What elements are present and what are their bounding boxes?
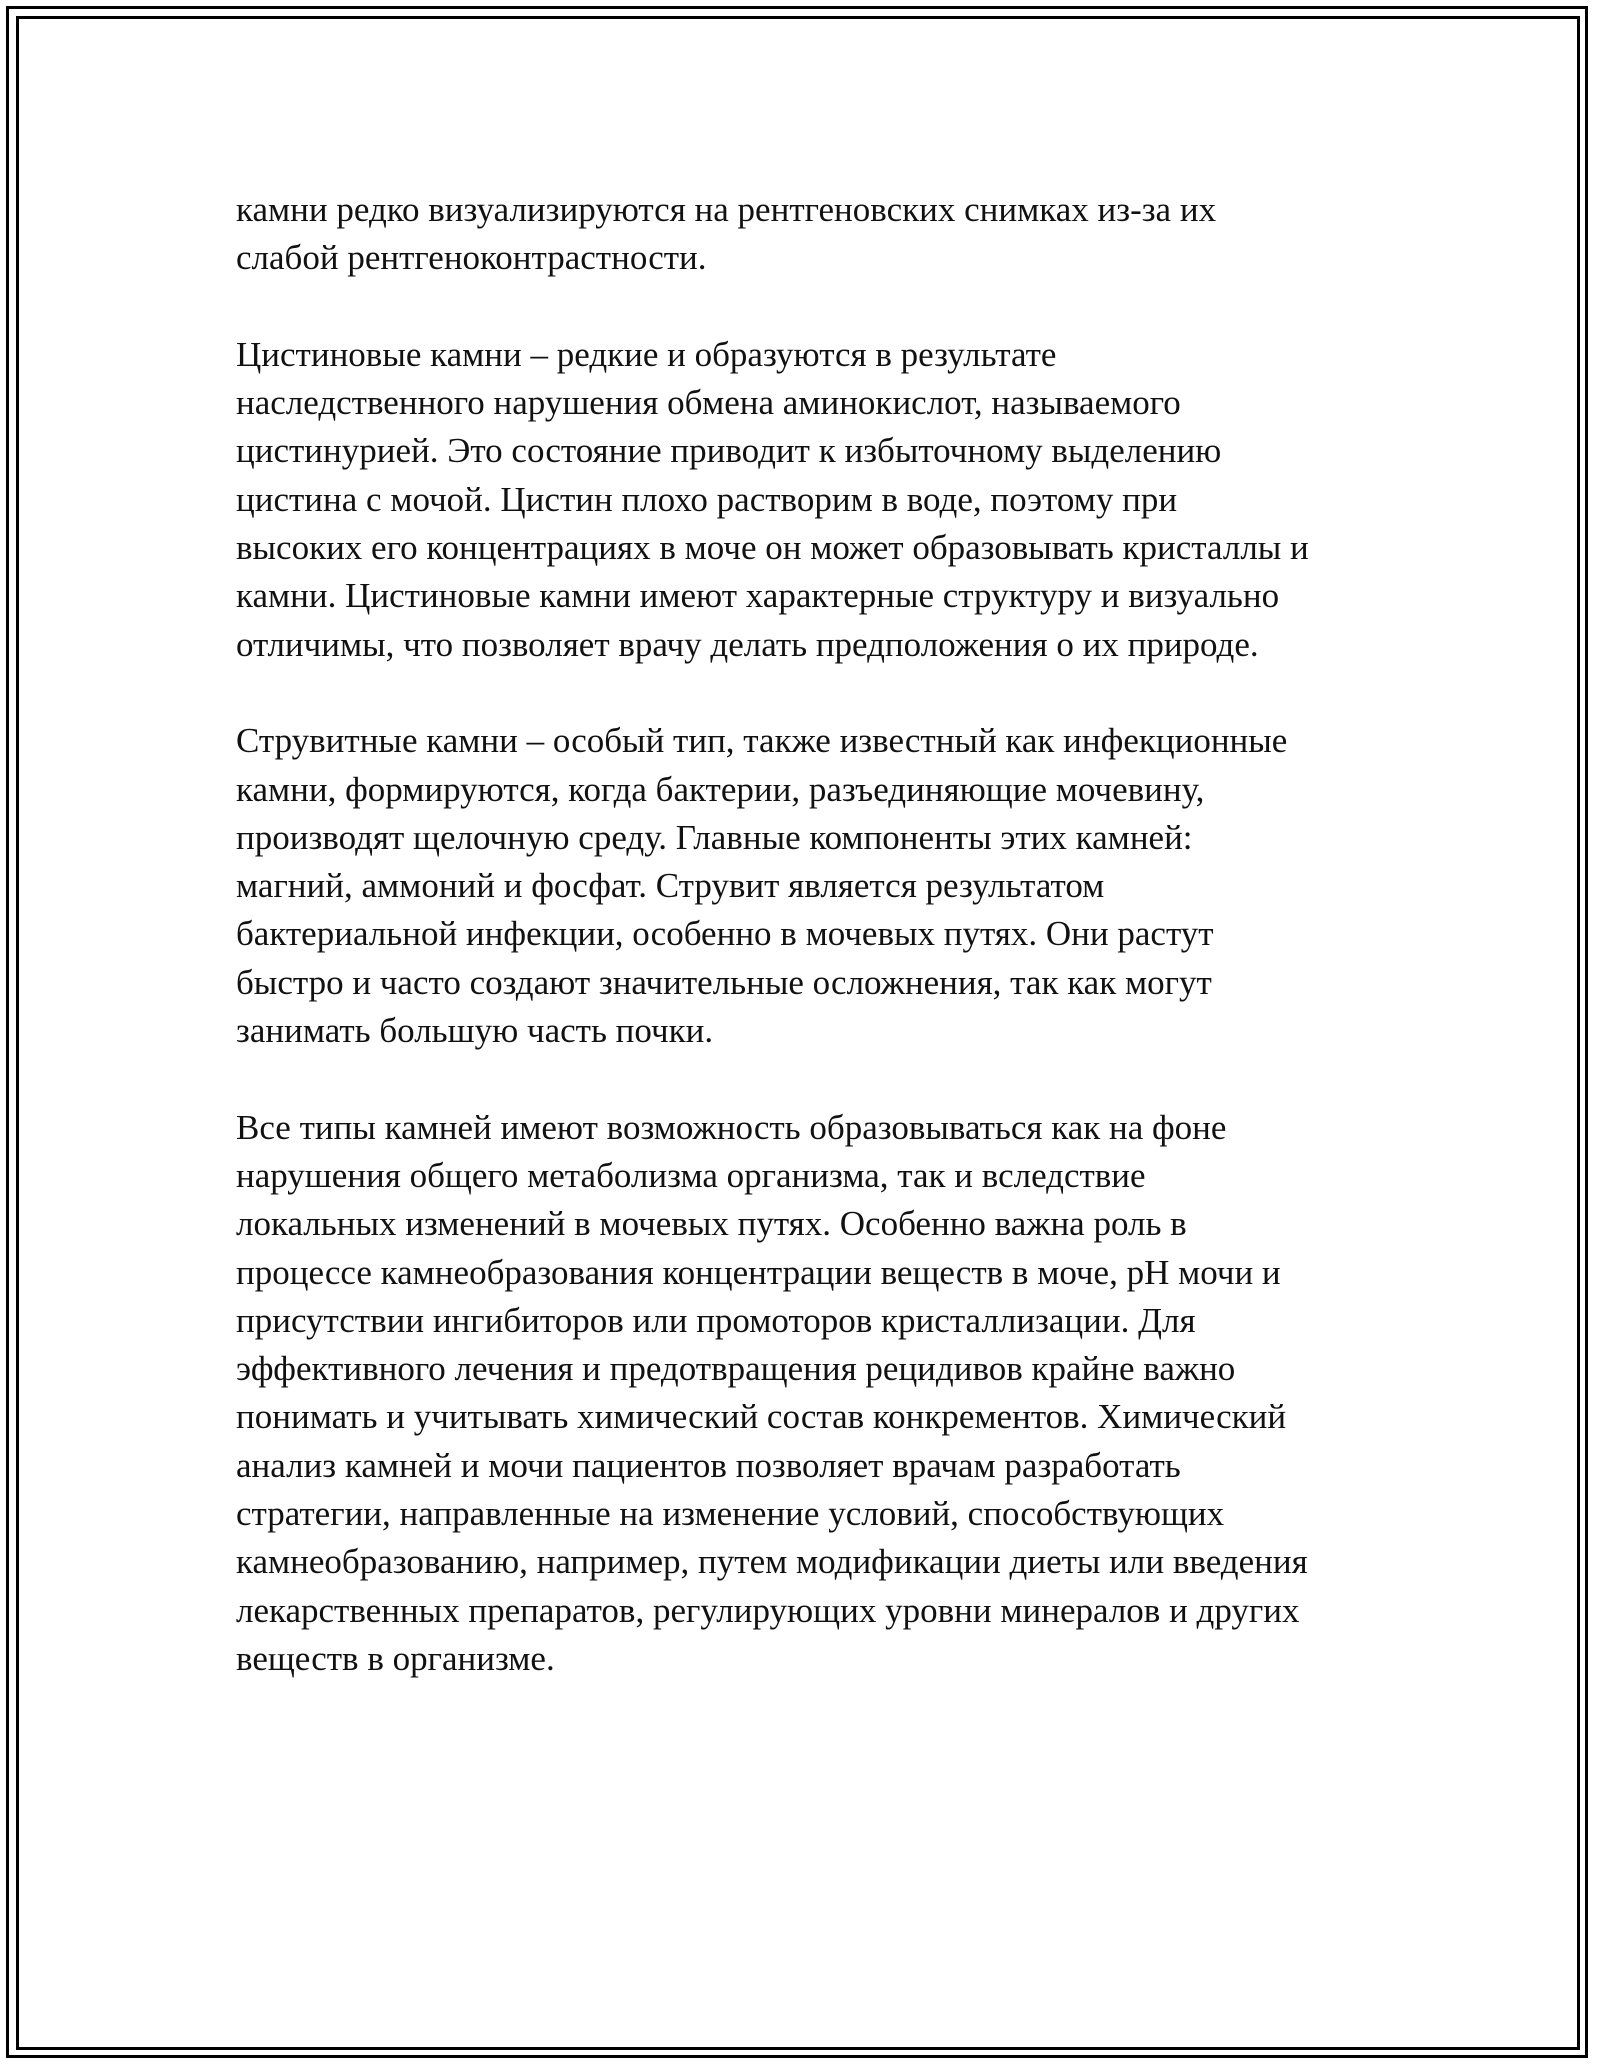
text-line: камнеобразованию, например, путем модификации диеты или введения (236, 1542, 1308, 1582)
text-line: нарушения общего метаболизма организма, так и вследствие (236, 1155, 1146, 1195)
text-line: цистина с мочой. Цистин плохо растворим в воде, поэтому при (236, 479, 1178, 519)
text-line: присутствии ингибиторов или промоторов кристаллизации. Для (236, 1300, 1196, 1340)
text-line: наследственного нарушения обмена аминокислот, называемого (236, 383, 1181, 423)
text-line: понимать и учитывать химический состав конкрементов. Химический (236, 1397, 1287, 1437)
text-line: анализ камней и мочи пациентов позволяет врачам разработать (236, 1445, 1181, 1485)
text-line: цистинурией. Это состояние приводит к избыточному выделению (236, 431, 1222, 471)
text-line: стратегии, направленные на изменение условий, способствующих (236, 1494, 1225, 1534)
text-line: веществ в организме. (236, 1638, 555, 1678)
text-line: отличимы, что позволяет врачу делать предположения о их природе. (236, 624, 1259, 664)
text-line: магний, аммоний и фосфат. Струвит является результатом (236, 866, 1105, 906)
paragraph-3 (236, 717, 1386, 1055)
text-line: процессе камнеобразования концентрации веществ в моче, pH мочи и (236, 1252, 1281, 1292)
paragraph-1 (236, 186, 1386, 283)
document-body (236, 186, 1386, 1732)
text-line: Все типы камней имеют возможность образовываться как на фоне (236, 1107, 1227, 1147)
text-line: Цистиновые камни – редкие и образуются в результате (236, 334, 1057, 374)
text-line: слабой рентгеноконтрастности. (236, 238, 707, 278)
text-line: занимать большую часть почки. (236, 1011, 714, 1051)
text-line: камни редко визуализируются на рентгеновских снимках из-за их (236, 190, 1217, 229)
text-line: лекарственных препаратов, регулирующих уровни минералов и других (236, 1590, 1300, 1630)
text-line: камни. Цистиновые камни имеют характерные структуру и визуально (236, 576, 1280, 616)
paragraph-4 (236, 1104, 1386, 1684)
text-line: локальных изменений в мочевых путях. Особенно важна роль в (236, 1204, 1187, 1244)
text-line: бактериальной инфекции, особенно в мочевых путях. Они растут (236, 914, 1214, 954)
paragraph-2 (236, 331, 1386, 669)
text-line: эффективного лечения и предотвращения рецидивов крайне важно (236, 1349, 1236, 1389)
text-line: производят щелочную среду. Главные компоненты этих камней: (236, 817, 1193, 857)
text-line: высоких его концентрациях в моче он может образовывать кристаллы и (236, 528, 1309, 568)
text-line: камни, формируются, когда бактерии, разъединяющие мочевину, (236, 769, 1205, 809)
text-line: быстро и часто создают значительные осложнения, так как могут (236, 962, 1212, 1002)
text-line: Струвитные камни – особый тип, также известный как инфекционные (236, 721, 1288, 761)
